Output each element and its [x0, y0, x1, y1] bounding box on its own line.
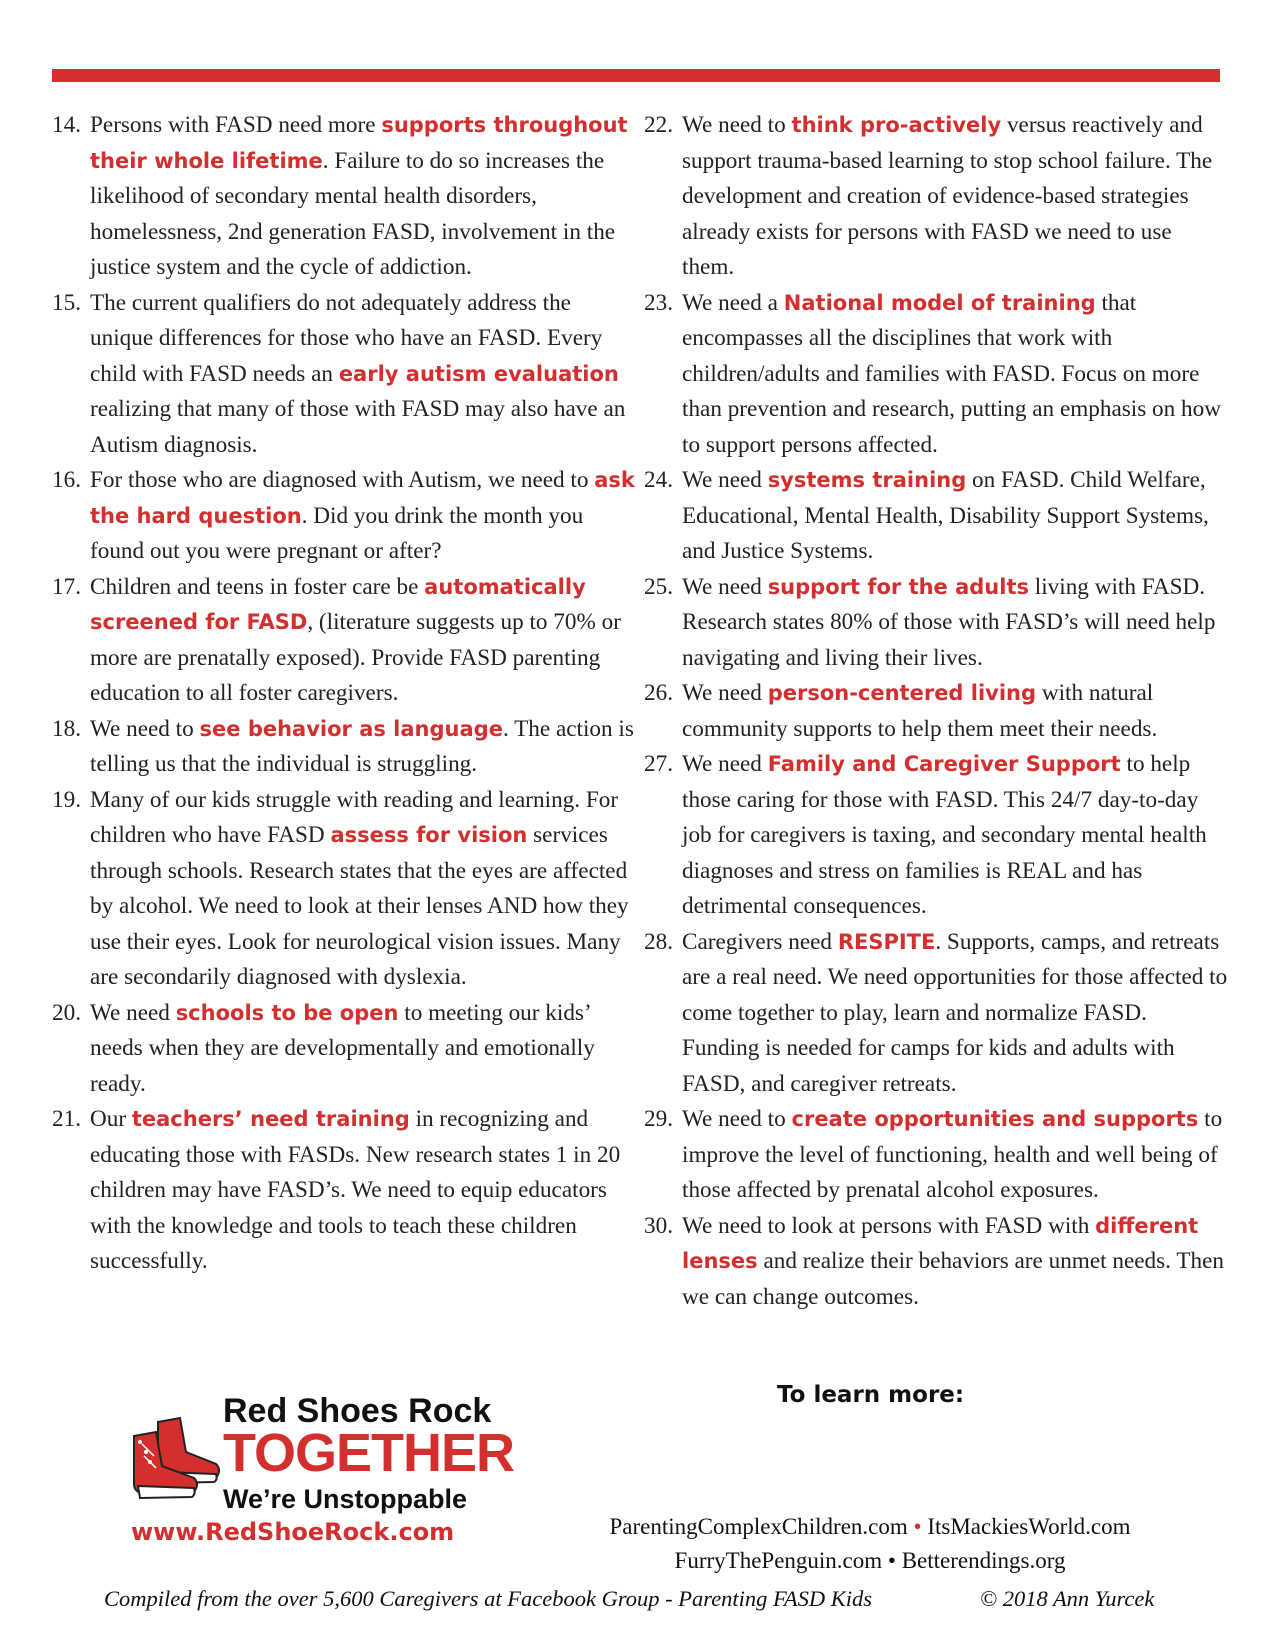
highlight-text: think pro-actively	[791, 113, 1002, 137]
list-item-14	[52, 108, 637, 286]
item-text: The current qualifiers do not adequately address the unique differences for those who have an FASD. Every child with FASD needs an	[90, 289, 603, 387]
item-number: 17.	[52, 573, 81, 600]
footer-compiled-note: Compiled from the over 5,600 Caregivers at Facebook Group - Parenting FASD Kids	[104, 1586, 873, 1611]
highlight-text: see behavior as language	[199, 716, 503, 741]
list-item-26	[644, 676, 1229, 747]
item-text: Many of our kids struggle with reading and learning. For children who have FASD	[90, 786, 619, 848]
item-text: to help those caring for those with FASD. This 24/7 day-to-day job for caregivers is taxing, and secondary mental health diagnoses and stress on families is REAL and has detrimental consequences.	[682, 751, 1207, 919]
learn-more-heading: To learn more:	[777, 1382, 965, 1408]
item-text: with natural community supports to help them meet their needs.	[682, 680, 1158, 742]
list-item-30	[644, 1209, 1229, 1316]
list-item-28	[644, 925, 1229, 1103]
highlight-text: person-centered living	[767, 681, 1037, 705]
item-text: We need to look at persons with FASD with	[682, 1212, 1096, 1239]
right-numbered-list	[644, 108, 1229, 1315]
separator-dot: •	[887, 1548, 896, 1573]
list-item-19	[52, 783, 637, 996]
highlight-text: Family and Caregiver Support	[767, 752, 1121, 776]
list-item-21	[52, 1102, 637, 1280]
list-item-15	[52, 286, 637, 464]
highlight-text: different lenses	[682, 1213, 1199, 1273]
item-text: in recognizing and educating those with FASDs. New research states 1 in 20 children may have FASD’s. We need to equip educators with the knowledge and tools to teach these children successfully.	[90, 1106, 621, 1274]
list-item-17	[52, 570, 637, 712]
list-item-23	[644, 286, 1229, 464]
item-text: . Failure to do so increases the likelihood of secondary mental health disorders, homelessness, 2nd generation FASD, involvement in the justice system and the cycle of addiction.	[90, 147, 616, 280]
list-item-25	[644, 570, 1229, 677]
red-shoe-rock-url[interactable]: www.RedShoeRock.com	[131, 1518, 455, 1546]
logo-line-red-shoes-rock: Red Shoes Rock	[223, 1392, 492, 1430]
item-number: 22.	[644, 112, 673, 138]
list-item-29	[644, 1102, 1229, 1209]
links-row-1	[560, 1510, 1180, 1544]
red-sneakers-icon	[128, 1412, 223, 1502]
item-text: , (literature suggests up to 70% or more are prenatally exposed). Provide FASD parenting education to all foster caregivers.	[90, 609, 621, 706]
item-text: We need a	[682, 289, 784, 316]
red-shoes-rock-logo	[128, 1392, 528, 1532]
list-item-20	[52, 996, 637, 1103]
logo-line-unstoppable: We’re Unstoppable	[223, 1484, 468, 1514]
item-text: to meeting our kids’ needs when they are developmentally and emotionally ready.	[90, 999, 595, 1097]
item-text: We need	[682, 467, 768, 493]
footer-copyright: © 2018 Ann Yurcek	[980, 1586, 1155, 1611]
item-number: 23.	[644, 289, 673, 316]
right-column	[644, 108, 1229, 1315]
item-number: 15.	[52, 289, 81, 316]
list-item-27	[644, 747, 1229, 925]
item-text: We need to	[682, 1106, 792, 1132]
item-text: that encompasses all the disciplines that work with children/adults and families with FASD. Focus on more than prevention and research, putting an emphasis on how to support persons affected.	[682, 289, 1221, 458]
highlight-text: schools to be open	[175, 1000, 399, 1025]
list-item-18	[52, 712, 637, 783]
item-text: services through schools. Research states that the eyes are affected by alcohol. We need to look at their lenses AND how they use their eyes. Look for neurological vision issues. Many are secondarily diagnosed with dyslexia.	[90, 822, 629, 990]
highlight-text: supports throughout their whole lifetime	[90, 113, 628, 173]
item-text: Persons with FASD need more	[90, 112, 382, 138]
resource-links	[560, 1510, 1180, 1578]
item-number: 21.	[52, 1106, 81, 1132]
highlight-text: ask the hard question	[90, 468, 635, 528]
item-text: We need to	[90, 715, 200, 742]
highlight-text: automatically screened for FASD	[90, 574, 586, 634]
item-number: 25.	[644, 573, 673, 600]
top-red-rule	[52, 69, 1220, 82]
item-number: 29.	[644, 1106, 673, 1132]
item-text: We need to	[682, 112, 792, 138]
item-number: 20.	[52, 999, 81, 1026]
links-row-2	[560, 1544, 1180, 1578]
highlight-text: systems training	[767, 468, 967, 492]
item-text: and realize their behaviors are unmet needs. Then we can change outcomes.	[682, 1248, 1224, 1310]
item-text: . Supports, camps, and retreats are a real need. We need opportunities for those affected to come together to play, learn and normalize FASD. Funding is needed for camps for kids and adults with FASD, and caregiver retreats.	[682, 928, 1228, 1097]
highlight-text: early autism evaluation	[338, 361, 619, 386]
logo-line-together: TOGETHER	[223, 1423, 515, 1483]
list-item-22	[644, 108, 1229, 286]
item-text: Children and teens in foster care be	[90, 573, 425, 600]
separator-dot: •	[913, 1514, 922, 1539]
list-item-16	[52, 463, 637, 570]
highlight-text: RESPITE	[837, 929, 936, 954]
highlight-text: assess for vision	[330, 823, 528, 847]
item-number: 14.	[52, 112, 81, 138]
highlight-text: create opportunities and supports	[791, 1107, 1199, 1131]
item-text: . Did you drink the month you found out you were pregnant or after?	[90, 502, 584, 564]
item-number: 19.	[52, 786, 81, 813]
item-text: Caregivers need	[682, 928, 838, 955]
item-number: 28.	[644, 928, 673, 955]
left-column	[52, 108, 637, 1280]
list-item-24	[644, 463, 1229, 570]
item-text: We need	[90, 999, 176, 1026]
item-text: living with FASD. Research states 80% of those with FASD’s will need help navigating and living their lives.	[682, 573, 1216, 671]
item-text: We need	[682, 573, 768, 600]
left-numbered-list	[52, 108, 637, 1280]
item-number: 16.	[52, 467, 81, 493]
item-text: For those who are diagnosed with Autism, we need to	[90, 467, 595, 493]
link-parenting-complex-children[interactable]: ParentingComplexChildren.com	[609, 1514, 908, 1539]
highlight-text: support for the adults	[767, 574, 1029, 599]
item-text: We need	[682, 751, 768, 777]
item-text: We need	[682, 680, 768, 706]
item-text: versus reactively and support trauma-based learning to stop school failure. The development and creation of evidence-based strategies already exists for persons with FASD we need to use them.	[682, 112, 1213, 280]
item-text: Our	[90, 1106, 132, 1132]
highlight-text: National model of training	[783, 290, 1096, 315]
highlight-text: teachers’ need training	[131, 1107, 410, 1131]
item-text: on FASD. Child Welfare, Educational, Mental Health, Disability Support Systems, and Justice Systems.	[682, 467, 1209, 564]
item-number: 24.	[644, 467, 673, 493]
item-number: 18.	[52, 715, 81, 742]
link-its-mackies-world[interactable]: ItsMackiesWorld.com	[927, 1514, 1131, 1539]
item-text: to improve the level of functioning, health and well being of those affected by prenatal alcohol exposures.	[682, 1106, 1223, 1203]
item-number: 27.	[644, 751, 673, 777]
link-furry-the-penguin[interactable]: FurryThePenguin.com	[674, 1548, 883, 1573]
item-number: 30.	[644, 1212, 673, 1239]
link-betterendings[interactable]: Betterendings.org	[901, 1548, 1066, 1573]
item-text: realizing that many of those with FASD may also have an Autism diagnosis.	[90, 396, 626, 458]
item-text: . The action is telling us that the individual is struggling.	[90, 715, 634, 777]
item-number: 26.	[644, 680, 673, 706]
